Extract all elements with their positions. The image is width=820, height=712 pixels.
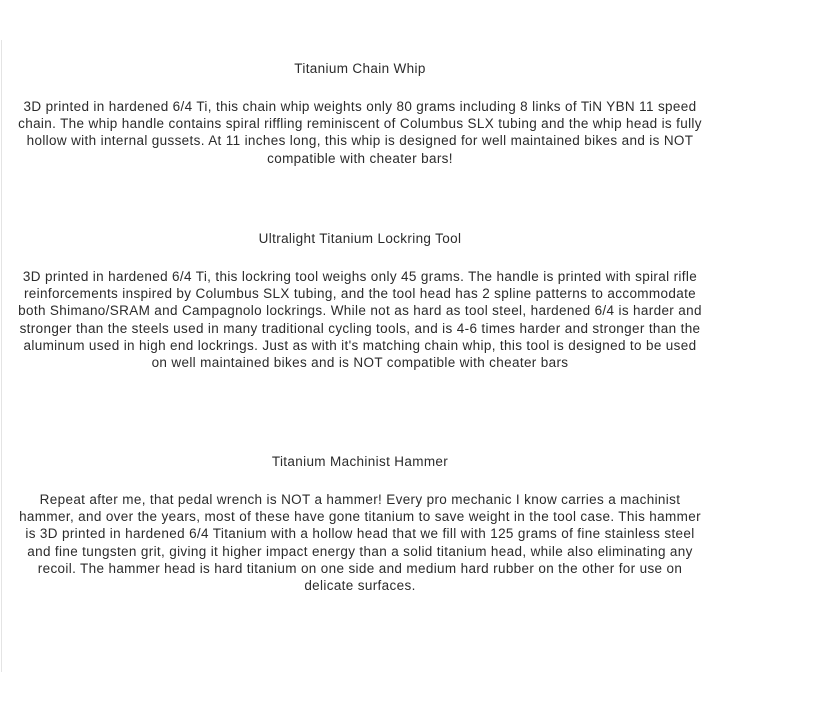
- product-lockring-tool: [18, 230, 702, 371]
- product-title: Titanium Chain Whip: [294, 61, 426, 76]
- product-title: Ultralight Titanium Lockring Tool: [258, 231, 462, 246]
- product-description: 3D printed in hardened 6/4 Ti, this lockring tool weighs only 45 grams. The handle is printed with spiral rifle reinforcements inspired by Columbus SLX tubing, and the tool head has 2 spline patterns to accommodate both Shimano/SRAM and Campagnolo lockrings. While not as hard as tool steel, hardened 6/4 is harder and stronger than the steels used in many traditional cycling tools, and is 4-6 times harder and stronger than the aluminum used in high end lockrings. Just as with it's matching chain whip, this tool is designed to be used on well maintained bikes and is NOT compatible with cheater bars: [18, 269, 702, 371]
- product-machinist-hammer: [18, 453, 702, 594]
- product-description: Repeat after me, that pedal wrench is NOT a hammer! Every pro mechanic I know carries a machinist hammer, and over the years, most of these have gone titanium to save weight in the tool case. This hammer is 3D printed in hardened 6/4 Titanium with a hollow head that we fill with 125 grams of fine stainless steel and fine tungsten grit, giving it higher impact energy than a solid titanium head, while also eliminating any recoil. The hammer head is hard titanium on one side and medium hard rubber on the other for use on delicate surfaces.: [19, 492, 701, 594]
- page-left-border: [1, 40, 2, 672]
- product-description: 3D printed in hardened 6/4 Ti, this chain whip weights only 80 grams including 8 links of TiN YBN 11 speed chain. The whip handle contains spiral riffling reminiscent of Columbus SLX tubing and the whip head is fully hollow with internal gussets. At 11 inches long, this whip is designed for well maintained bikes and is NOT compatible with cheater bars!: [18, 99, 702, 166]
- product-title: Titanium Machinist Hammer: [271, 454, 449, 469]
- product-chain-whip: [18, 60, 702, 167]
